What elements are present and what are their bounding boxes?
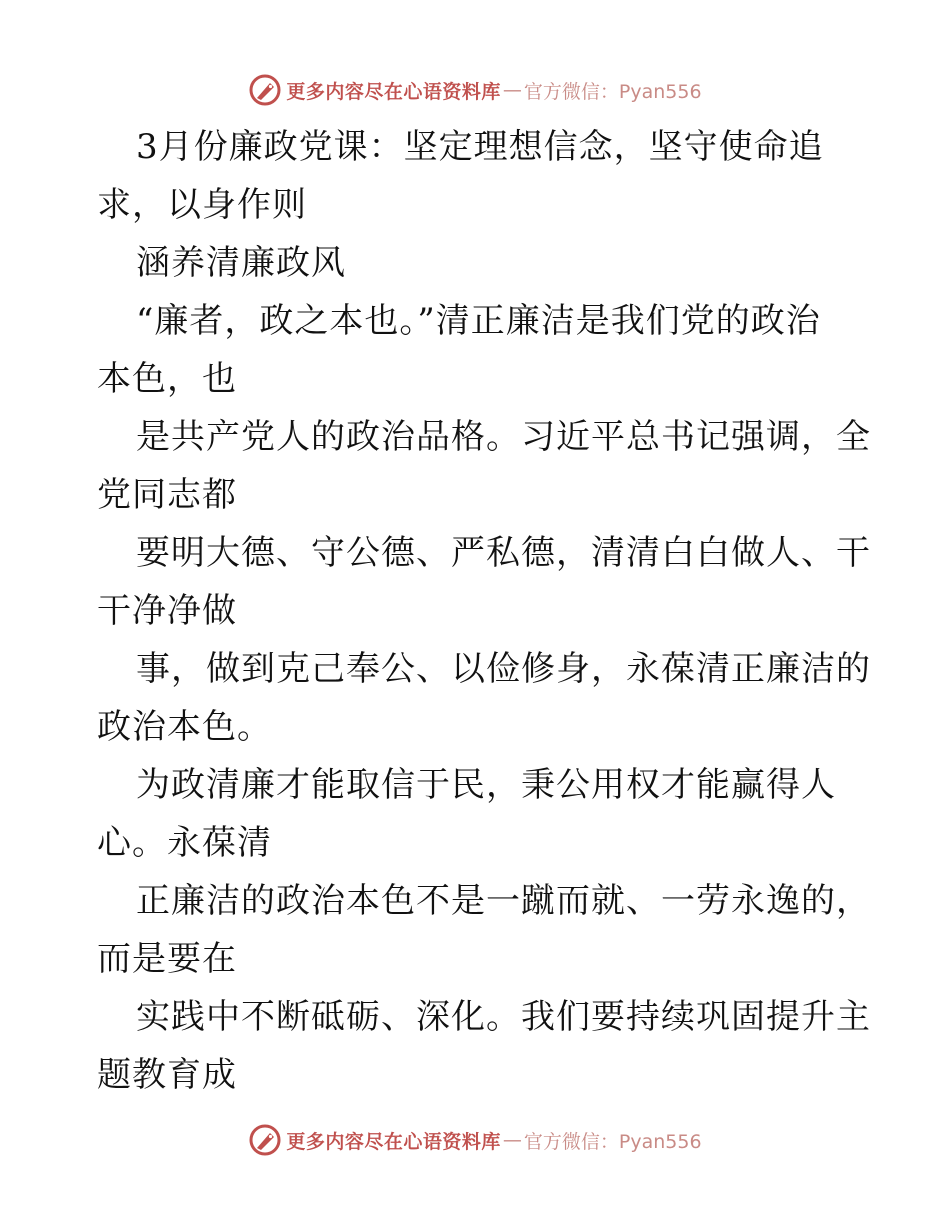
text-line: 实践中不断砥砺、深化。我们要持续巩固提升主: [136, 997, 871, 1037]
pen-nib-logo-icon: [248, 73, 282, 107]
text-line: 涵养清廉政风: [136, 243, 346, 283]
text-line: 心。永葆清: [97, 823, 272, 863]
text-line: 事，做到克己奉公、以俭修身，永葆清正廉洁的: [136, 649, 871, 689]
text-line: 而是要在: [97, 939, 237, 979]
banner-separator: —: [502, 1129, 522, 1151]
banner-text: 更多内容尽在心语资料库: [286, 1130, 501, 1153]
pen-nib-logo-icon: [248, 1123, 282, 1157]
text-line: 干净净做: [97, 591, 237, 631]
text-line: 题教育成: [97, 1055, 237, 1095]
banner-wechat: 官方微信：Pyan556: [523, 80, 702, 103]
text-line: “廉者，政之本也。”清正廉洁是我们党的政治: [136, 301, 821, 341]
banner-separator: —: [502, 79, 522, 101]
document-body: [97, 118, 871, 1104]
banner-wechat: 官方微信：Pyan556: [523, 1130, 702, 1153]
text-line: 政治本色。: [97, 707, 272, 747]
text-line: 党同志都: [97, 475, 237, 515]
text-line: 求，以身作则: [97, 185, 307, 225]
banner-text: 更多内容尽在心语资料库: [286, 80, 501, 103]
footer-banner: [0, 1120, 950, 1160]
header-banner: [0, 70, 950, 110]
text-line: 要明大德、守公德、严私德，清清白白做人、干: [136, 533, 871, 573]
text-line: 本色，也: [97, 359, 237, 399]
text-line: 是共产党人的政治品格。习近平总书记强调，全: [136, 417, 871, 457]
text-line: 为政清廉才能取信于民，秉公用权才能赢得人: [136, 765, 836, 805]
text-line: 正廉洁的政治本色不是一蹴而就、一劳永逸的，: [136, 881, 871, 921]
text-line: 3月份廉政党课：坚定理想信念，坚守使命追: [136, 127, 824, 167]
